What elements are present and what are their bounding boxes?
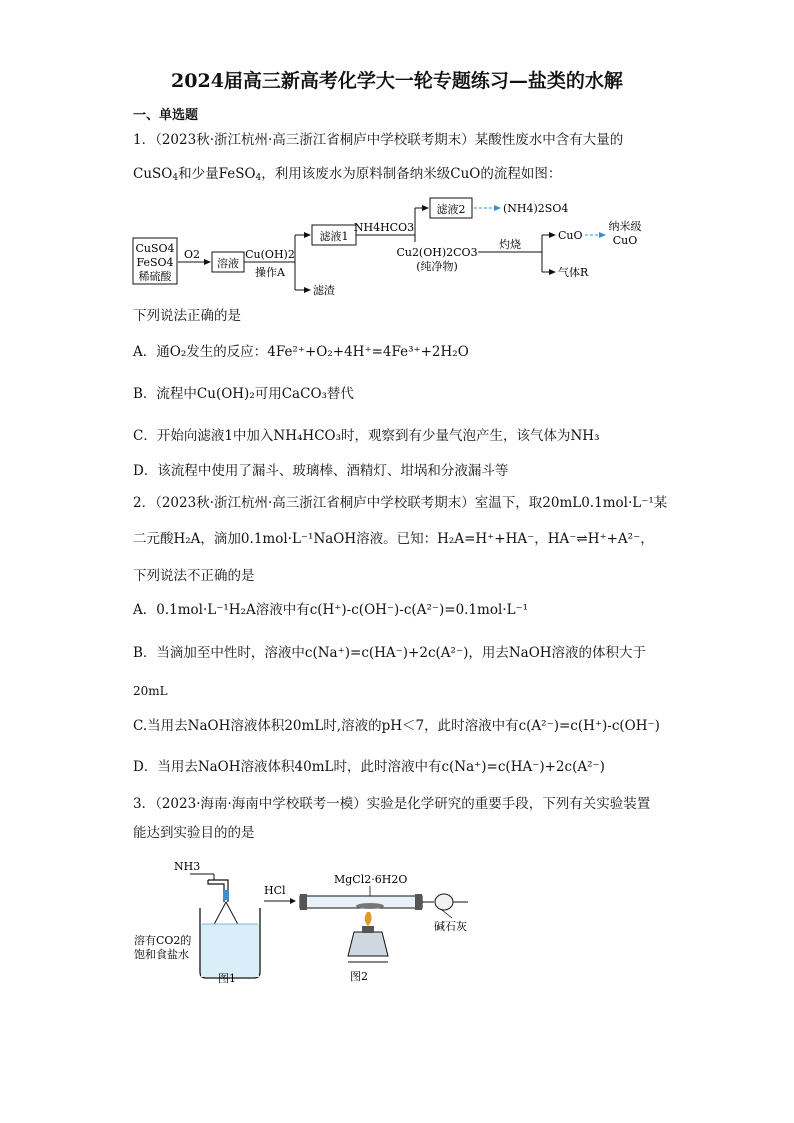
- o2-label: O2: [183, 248, 201, 261]
- nh4hco3-label: NH4HCO3: [353, 221, 415, 234]
- q3-stem-line1: 3．（2023·海南·海南中学校联考一模）实验是化学研究的重要手段，下列有关实验装置: [133, 796, 651, 812]
- q1-option-b: B．流程中Cu(OH)₂可用CaCO₃替代: [133, 386, 354, 402]
- tube-stopper-right: [415, 894, 422, 910]
- tube-connector: [223, 890, 229, 900]
- document-title: 2024届高三新高考化学大一轮专题练习—盐类的水解: [171, 70, 623, 92]
- lamp-wick: [362, 926, 374, 933]
- figure-2-apparatus: [262, 856, 477, 986]
- residue-label: 滤渣: [313, 284, 335, 297]
- cuo-label: CuO: [558, 229, 583, 242]
- solution-label-2: 饱和食盐水: [134, 948, 189, 961]
- q1-flow-diagram: [130, 190, 690, 300]
- calcine-label: 灼烧: [499, 238, 521, 251]
- basic-carbonate-label: Cu2(OH)2CO3: [396, 246, 478, 259]
- sample-boat: [356, 903, 384, 909]
- soda-lime-label: 碱石灰: [434, 920, 467, 933]
- figure-1-apparatus: [130, 852, 270, 987]
- q1-option-c: C．开始向滤液1中加入NH₄HCO₃时，观察到有少量气泡产生，该气体为NH₃: [133, 428, 600, 444]
- nh3-label: NH3: [174, 860, 201, 873]
- hcl-arrow-head: [290, 898, 296, 904]
- pure-substance-label: (纯净物): [416, 260, 458, 273]
- filtrate1-label: 滤液1: [319, 230, 349, 243]
- q1-stem-line2: CuSO$_4$和少量FeSO$_4$，利用该废水为原料制备纳米级CuO的流程如图：: [133, 166, 562, 183]
- q1-prompt: 下列说法正确的是: [133, 308, 241, 324]
- q1-option-d: D．该流程中使用了漏斗、玻璃棒、酒精灯、坩埚和分液漏斗等: [133, 463, 509, 479]
- q1-stem-text: ，利用该废水为原料制备纳米级: [261, 166, 451, 182]
- q2-option-b-line1: B．当滴加至中性时，溶液中c(Na⁺)=c(HA⁻)+2c(A²⁻)，用去NaOH溶液的体积大于: [133, 645, 647, 661]
- nano-label-1: 纳米级: [608, 220, 642, 233]
- mgcl2-label: MgCl2·6H2O: [334, 873, 408, 886]
- tube-stopper-left: [300, 894, 307, 910]
- alcohol-lamp: [348, 932, 388, 956]
- start-line-2: FeSO4: [136, 256, 174, 269]
- q2-option-c: C.当用去NaOH溶液体积20mL时,溶液的pH＜7，此时溶液中有c(A²⁻)=c(H⁺)-c(OH⁻): [133, 718, 660, 734]
- figure-2-caption: 图2: [350, 970, 368, 983]
- section-heading: 一、单选题: [133, 108, 199, 123]
- filtrate2-label: 滤液2: [436, 203, 466, 216]
- soda-lime-pointer: [442, 910, 452, 918]
- ammonium-sulfate-label: (NH4)2SO4: [503, 202, 569, 215]
- cuso4-formula: CuSO: [133, 166, 173, 182]
- q2-stem-line1: 2．（2023秋·浙江杭州·高三浙江省桐庐中学校联考期末）室温下，取20mL0.1mol·L⁻¹某: [133, 495, 668, 511]
- solution-label-1: 溶有CO2的: [134, 934, 192, 947]
- cuoh2-label: Cu(OH)2: [245, 248, 295, 261]
- figure-1-caption: 图1: [218, 972, 236, 985]
- flame: [365, 912, 372, 926]
- start-line-3: 稀硫酸: [138, 270, 172, 283]
- hcl-label: HCl: [264, 884, 286, 897]
- q2-prompt: 下列说法不正确的是: [133, 568, 255, 584]
- cuo-formula: CuO: [450, 166, 481, 182]
- feso4-formula: FeSO: [218, 166, 256, 182]
- q2-option-b-line2: 20mL: [133, 684, 168, 698]
- drying-bulb: [435, 894, 453, 910]
- nano-label-2: CuO: [612, 234, 638, 247]
- q3-stem-line2: 能达到实验目的的是: [133, 825, 255, 841]
- q1-stem-text: 和少量: [178, 166, 219, 182]
- start-line-1: CuSO4: [135, 242, 175, 255]
- q1-stem-line1: 1．（2023秋·浙江杭州·高三浙江省桐庐中学校联考期末）某酸性废水中含有大量的: [133, 132, 624, 148]
- q2-stem-line2: 二元酸H₂A，滴加0.1mol·L⁻¹NaOH溶液。已知：H₂A=H⁺+HA⁻，HA⁻⇌H⁺+A²⁻，: [133, 531, 654, 547]
- q1-stem-text: 的流程如图：: [480, 166, 562, 182]
- saline-solution: [201, 924, 259, 977]
- q2-option-a: A．0.1mol·L⁻¹H₂A溶液中有c(H⁺)-c(OH⁻)-c(A²⁻)=0.1mol·L⁻¹: [133, 602, 529, 618]
- solution-label: 溶液: [217, 257, 239, 270]
- q2-option-d: D．当用去NaOH溶液体积40mL时，此时溶液中有c(Na⁺)=c(HA⁻)+2c(A²⁻): [133, 759, 605, 775]
- q1-option-a: A．通O₂发生的反应：4Fe²⁺+O₂+4H⁺=4Fe³⁺+2H₂O: [133, 344, 469, 360]
- operation-a-label: 操作A: [255, 266, 285, 279]
- gas-r-label: 气体R: [558, 266, 589, 279]
